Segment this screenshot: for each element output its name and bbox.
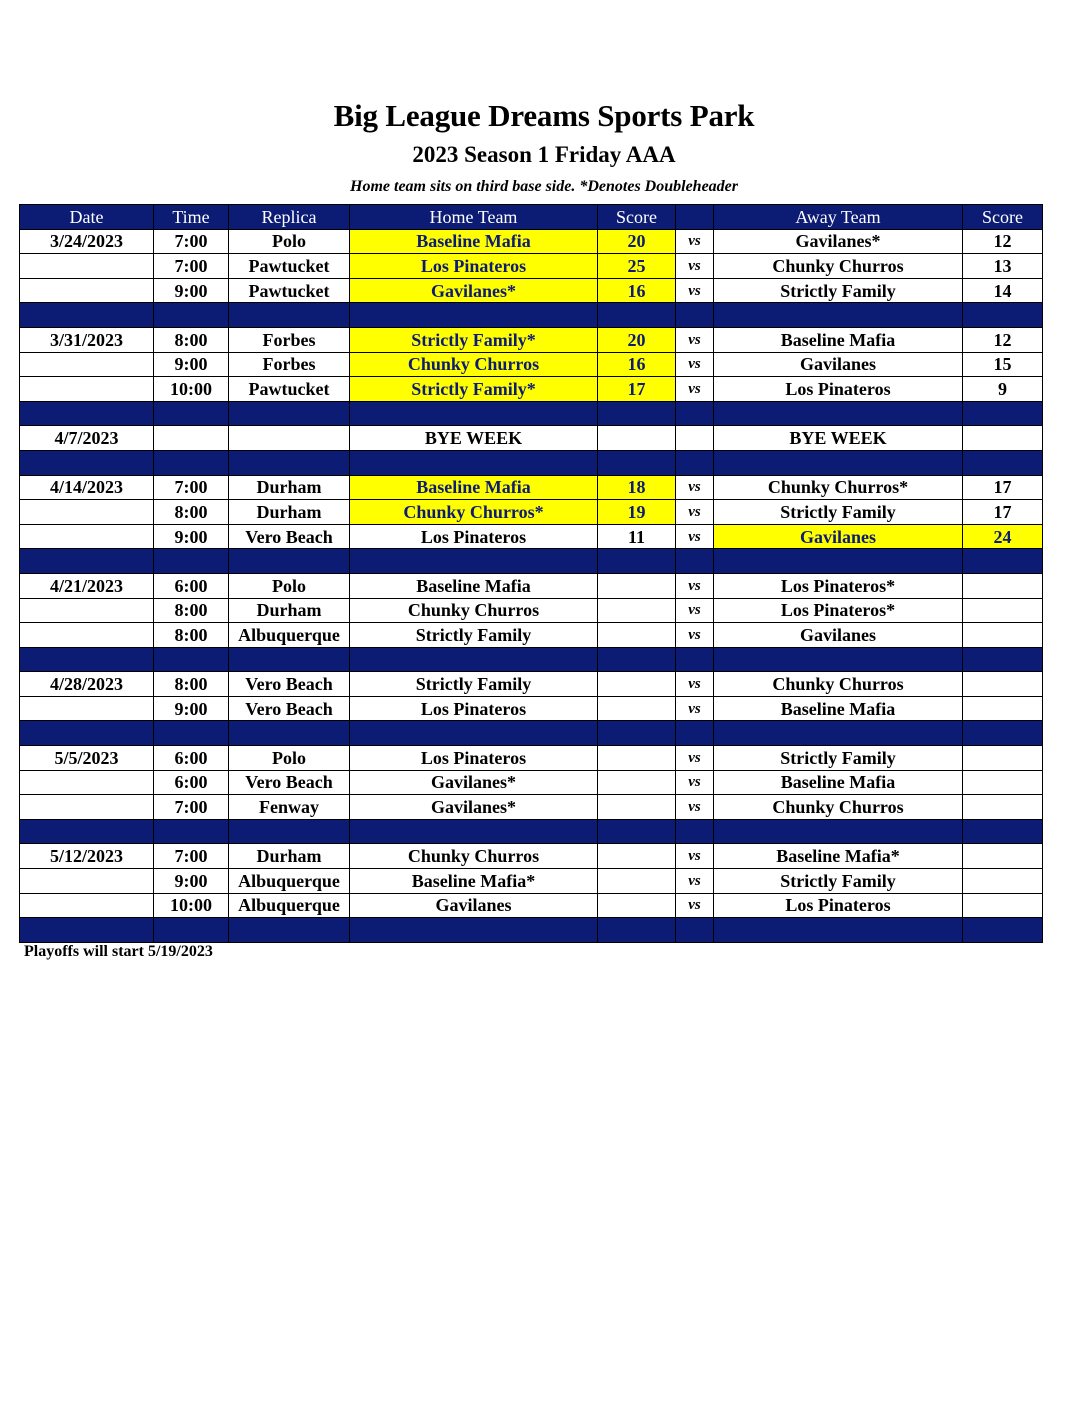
table-row — [20, 278, 1043, 303]
home-score-cell: 16 — [598, 352, 676, 377]
replica-cell: Forbes — [229, 352, 350, 377]
separator-cell — [714, 918, 963, 943]
table-row — [20, 327, 1043, 352]
separator-cell — [598, 819, 676, 844]
replica-cell: Pawtucket — [229, 377, 350, 402]
replica-cell: Pawtucket — [229, 254, 350, 279]
home-team-cell: Chunky Churros — [350, 598, 598, 623]
separator-cell — [154, 450, 229, 475]
separator-cell — [963, 721, 1043, 746]
vs-cell: vs — [676, 623, 714, 648]
vs-cell: vs — [676, 844, 714, 869]
home-score-cell — [598, 770, 676, 795]
away-score-cell — [963, 770, 1043, 795]
separator-cell — [350, 721, 598, 746]
date-cell — [20, 598, 154, 623]
vs-cell: vs — [676, 795, 714, 820]
home-score-cell: 18 — [598, 475, 676, 500]
table-row — [20, 426, 1043, 451]
separator-cell — [714, 450, 963, 475]
away-score-cell — [963, 893, 1043, 918]
time-cell: 9:00 — [154, 696, 229, 721]
away-score-cell: 17 — [963, 500, 1043, 525]
col-header-vs — [676, 205, 714, 230]
separator-cell — [676, 918, 714, 943]
table-row — [20, 844, 1043, 869]
away-score-cell: 9 — [963, 377, 1043, 402]
time-cell: 9:00 — [154, 278, 229, 303]
home-team-cell: Strictly Family — [350, 623, 598, 648]
away-team-cell: Baseline Mafia — [714, 770, 963, 795]
separator-cell — [350, 819, 598, 844]
away-team-cell: Baseline Mafia — [714, 696, 963, 721]
time-cell: 9:00 — [154, 352, 229, 377]
date-cell: 4/21/2023 — [20, 573, 154, 598]
separator-row — [20, 918, 1043, 943]
home-team-cell: Gavilanes* — [350, 770, 598, 795]
replica-cell: Polo — [229, 746, 350, 771]
date-cell: 4/28/2023 — [20, 672, 154, 697]
separator-cell — [20, 549, 154, 574]
home-score-cell — [598, 696, 676, 721]
vs-cell: vs — [676, 598, 714, 623]
separator-cell — [350, 303, 598, 328]
replica-cell: Forbes — [229, 327, 350, 352]
home-team-cell: Strictly Family* — [350, 377, 598, 402]
separator-cell — [714, 549, 963, 574]
home-score-cell: 17 — [598, 377, 676, 402]
playoffs-note: Playoffs will start 5/19/2023 — [24, 943, 213, 960]
separator-cell — [20, 450, 154, 475]
separator-cell — [154, 549, 229, 574]
separator-cell — [229, 450, 350, 475]
separator-cell — [676, 549, 714, 574]
home-score-cell: 11 — [598, 524, 676, 549]
separator-cell — [598, 549, 676, 574]
separator-cell — [20, 721, 154, 746]
table-row — [20, 672, 1043, 697]
date-cell: 4/14/2023 — [20, 475, 154, 500]
separator-cell — [20, 819, 154, 844]
table-row — [20, 869, 1043, 894]
replica-cell: Polo — [229, 573, 350, 598]
separator-cell — [963, 819, 1043, 844]
col-header-time: Time — [154, 205, 229, 230]
home-score-cell: 19 — [598, 500, 676, 525]
replica-cell: Albuquerque — [229, 623, 350, 648]
away-score-cell — [963, 623, 1043, 648]
replica-cell: Vero Beach — [229, 524, 350, 549]
col-header-home-score: Score — [598, 205, 676, 230]
separator-cell — [714, 401, 963, 426]
separator-cell — [598, 918, 676, 943]
vs-cell: vs — [676, 377, 714, 402]
time-cell: 7:00 — [154, 229, 229, 254]
table-row — [20, 770, 1043, 795]
away-team-cell: Strictly Family — [714, 500, 963, 525]
time-cell: 6:00 — [154, 746, 229, 771]
table-row — [20, 696, 1043, 721]
home-team-cell: Gavilanes* — [350, 278, 598, 303]
vs-cell: vs — [676, 770, 714, 795]
separator-cell — [20, 303, 154, 328]
date-cell: 5/12/2023 — [20, 844, 154, 869]
separator-cell — [963, 303, 1043, 328]
col-header-replica: Replica — [229, 205, 350, 230]
away-score-cell — [963, 672, 1043, 697]
separator-cell — [154, 303, 229, 328]
separator-cell — [714, 647, 963, 672]
separator-cell — [676, 303, 714, 328]
separator-row — [20, 647, 1043, 672]
date-cell: 5/5/2023 — [20, 746, 154, 771]
date-cell — [20, 278, 154, 303]
separator-cell — [154, 647, 229, 672]
separator-cell — [229, 647, 350, 672]
separator-cell — [598, 303, 676, 328]
replica-cell: Albuquerque — [229, 893, 350, 918]
away-score-cell: 15 — [963, 352, 1043, 377]
schedule-table — [19, 204, 1043, 943]
replica-cell: Pawtucket — [229, 278, 350, 303]
away-team-cell: Chunky Churros — [714, 795, 963, 820]
table-row — [20, 500, 1043, 525]
home-team-cell: Gavilanes* — [350, 795, 598, 820]
home-team-cell: Baseline Mafia — [350, 475, 598, 500]
home-team-cell: Los Pinateros — [350, 524, 598, 549]
away-team-cell: Baseline Mafia — [714, 327, 963, 352]
separator-cell — [676, 401, 714, 426]
home-score-cell — [598, 573, 676, 598]
date-cell — [20, 893, 154, 918]
separator-cell — [20, 647, 154, 672]
home-score-cell — [598, 598, 676, 623]
home-score-cell: 20 — [598, 229, 676, 254]
date-cell — [20, 869, 154, 894]
vs-cell: vs — [676, 869, 714, 894]
home-team-cell: Gavilanes — [350, 893, 598, 918]
away-score-cell — [963, 844, 1043, 869]
separator-cell — [154, 819, 229, 844]
date-cell — [20, 377, 154, 402]
separator-cell — [350, 918, 598, 943]
col-header-away-team: Away Team — [714, 205, 963, 230]
away-score-cell: 13 — [963, 254, 1043, 279]
away-score-cell — [963, 426, 1043, 451]
separator-cell — [963, 450, 1043, 475]
time-cell: 7:00 — [154, 795, 229, 820]
separator-row — [20, 303, 1043, 328]
replica-cell — [229, 426, 350, 451]
date-cell — [20, 500, 154, 525]
time-cell: 8:00 — [154, 623, 229, 648]
date-cell — [20, 524, 154, 549]
home-team-cell: Chunky Churros — [350, 352, 598, 377]
time-cell: 10:00 — [154, 893, 229, 918]
separator-cell — [598, 450, 676, 475]
vs-cell: vs — [676, 573, 714, 598]
separator-cell — [229, 303, 350, 328]
vs-cell: vs — [676, 278, 714, 303]
vs-cell: vs — [676, 352, 714, 377]
time-cell: 10:00 — [154, 377, 229, 402]
home-team-cell: Baseline Mafia* — [350, 869, 598, 894]
page-subtitle: 2023 Season 1 Friday AAA — [412, 142, 676, 167]
vs-cell: vs — [676, 229, 714, 254]
home-score-cell: 25 — [598, 254, 676, 279]
separator-row — [20, 721, 1043, 746]
table-row — [20, 746, 1043, 771]
away-team-cell: Los Pinateros* — [714, 598, 963, 623]
away-team-cell: Los Pinateros — [714, 893, 963, 918]
separator-cell — [229, 819, 350, 844]
table-row — [20, 352, 1043, 377]
separator-cell — [598, 401, 676, 426]
separator-cell — [714, 303, 963, 328]
replica-cell: Fenway — [229, 795, 350, 820]
separator-cell — [20, 918, 154, 943]
separator-cell — [229, 401, 350, 426]
col-header-home-team: Home Team — [350, 205, 598, 230]
away-team-cell: Gavilanes — [714, 623, 963, 648]
vs-cell: vs — [676, 327, 714, 352]
table-row — [20, 598, 1043, 623]
separator-cell — [963, 647, 1043, 672]
time-cell: 8:00 — [154, 327, 229, 352]
replica-cell: Durham — [229, 500, 350, 525]
separator-cell — [714, 819, 963, 844]
vs-cell: vs — [676, 254, 714, 279]
away-team-cell: Strictly Family — [714, 746, 963, 771]
home-score-cell — [598, 672, 676, 697]
time-cell: 6:00 — [154, 770, 229, 795]
time-cell: 8:00 — [154, 500, 229, 525]
home-score-cell: 20 — [598, 327, 676, 352]
col-header-date: Date — [20, 205, 154, 230]
time-cell: 8:00 — [154, 672, 229, 697]
home-team-cell: Baseline Mafia — [350, 229, 598, 254]
time-cell: 9:00 — [154, 869, 229, 894]
table-row — [20, 475, 1043, 500]
replica-cell: Vero Beach — [229, 696, 350, 721]
col-header-away-score: Score — [963, 205, 1043, 230]
away-team-cell: Strictly Family — [714, 869, 963, 894]
away-team-cell: Los Pinateros* — [714, 573, 963, 598]
separator-cell — [154, 721, 229, 746]
away-team-cell: Chunky Churros — [714, 254, 963, 279]
separator-cell — [350, 450, 598, 475]
separator-cell — [714, 721, 963, 746]
separator-cell — [963, 549, 1043, 574]
separator-cell — [963, 918, 1043, 943]
home-team-cell: Chunky Churros* — [350, 500, 598, 525]
away-team-cell: Strictly Family — [714, 278, 963, 303]
away-score-cell — [963, 795, 1043, 820]
date-cell — [20, 254, 154, 279]
separator-cell — [229, 918, 350, 943]
home-team-cell: Strictly Family* — [350, 327, 598, 352]
separator-cell — [676, 647, 714, 672]
table-row — [20, 524, 1043, 549]
home-score-cell — [598, 844, 676, 869]
separator-cell — [676, 450, 714, 475]
replica-cell: Durham — [229, 598, 350, 623]
home-score-cell — [598, 795, 676, 820]
away-team-cell: Chunky Churros* — [714, 475, 963, 500]
time-cell: 6:00 — [154, 573, 229, 598]
vs-cell: vs — [676, 893, 714, 918]
date-cell — [20, 352, 154, 377]
vs-cell — [676, 426, 714, 451]
schedule-note: Home team sits on third base side. *Denotes Doubleheader — [350, 178, 738, 195]
separator-row — [20, 819, 1043, 844]
separator-cell — [676, 819, 714, 844]
replica-cell: Vero Beach — [229, 770, 350, 795]
replica-cell: Vero Beach — [229, 672, 350, 697]
separator-cell — [598, 721, 676, 746]
away-score-cell: 14 — [963, 278, 1043, 303]
away-team-cell: Gavilanes — [714, 524, 963, 549]
away-team-cell: Baseline Mafia* — [714, 844, 963, 869]
home-team-cell: Chunky Churros — [350, 844, 598, 869]
separator-row — [20, 549, 1043, 574]
separator-cell — [963, 401, 1043, 426]
home-score-cell — [598, 623, 676, 648]
vs-cell: vs — [676, 672, 714, 697]
away-team-cell: Chunky Churros — [714, 672, 963, 697]
separator-cell — [20, 401, 154, 426]
date-cell: 3/31/2023 — [20, 327, 154, 352]
away-score-cell — [963, 573, 1043, 598]
separator-row — [20, 401, 1043, 426]
away-score-cell: 24 — [963, 524, 1043, 549]
time-cell: 7:00 — [154, 844, 229, 869]
separator-cell — [350, 647, 598, 672]
away-score-cell: 17 — [963, 475, 1043, 500]
replica-cell: Durham — [229, 475, 350, 500]
home-team-cell: Strictly Family — [350, 672, 598, 697]
separator-row — [20, 450, 1043, 475]
table-row — [20, 229, 1043, 254]
page-title: Big League Dreams Sports Park — [333, 98, 755, 133]
home-team-cell: Los Pinateros — [350, 696, 598, 721]
replica-cell: Albuquerque — [229, 869, 350, 894]
table-row — [20, 573, 1043, 598]
home-score-cell: 16 — [598, 278, 676, 303]
home-score-cell — [598, 869, 676, 894]
home-team-cell: BYE WEEK — [350, 426, 598, 451]
away-score-cell — [963, 869, 1043, 894]
table-row — [20, 893, 1043, 918]
separator-cell — [154, 401, 229, 426]
away-score-cell — [963, 746, 1043, 771]
vs-cell: vs — [676, 696, 714, 721]
vs-cell: vs — [676, 475, 714, 500]
replica-cell: Durham — [229, 844, 350, 869]
vs-cell: vs — [676, 746, 714, 771]
date-cell — [20, 696, 154, 721]
date-cell: 3/24/2023 — [20, 229, 154, 254]
separator-cell — [350, 401, 598, 426]
table-row — [20, 377, 1043, 402]
time-cell: 9:00 — [154, 524, 229, 549]
date-cell — [20, 623, 154, 648]
date-cell — [20, 770, 154, 795]
away-team-cell: Gavilanes* — [714, 229, 963, 254]
table-row — [20, 254, 1043, 279]
table-row — [20, 795, 1043, 820]
time-cell — [154, 426, 229, 451]
separator-cell — [676, 721, 714, 746]
home-team-cell: Baseline Mafia — [350, 573, 598, 598]
separator-cell — [229, 549, 350, 574]
separator-cell — [350, 549, 598, 574]
away-team-cell: Gavilanes — [714, 352, 963, 377]
schedule-body — [20, 229, 1043, 942]
home-score-cell — [598, 426, 676, 451]
time-cell: 7:00 — [154, 254, 229, 279]
vs-cell: vs — [676, 500, 714, 525]
date-cell — [20, 795, 154, 820]
home-score-cell — [598, 893, 676, 918]
separator-cell — [598, 647, 676, 672]
home-team-cell: Los Pinateros — [350, 254, 598, 279]
vs-cell: vs — [676, 524, 714, 549]
time-cell: 7:00 — [154, 475, 229, 500]
separator-cell — [229, 721, 350, 746]
separator-cell — [154, 918, 229, 943]
table-row — [20, 623, 1043, 648]
away-score-cell — [963, 696, 1043, 721]
away-score-cell: 12 — [963, 229, 1043, 254]
home-team-cell: Los Pinateros — [350, 746, 598, 771]
date-cell: 4/7/2023 — [20, 426, 154, 451]
away-score-cell — [963, 598, 1043, 623]
home-score-cell — [598, 746, 676, 771]
away-team-cell: Los Pinateros — [714, 377, 963, 402]
away-team-cell: BYE WEEK — [714, 426, 963, 451]
away-score-cell: 12 — [963, 327, 1043, 352]
replica-cell: Polo — [229, 229, 350, 254]
time-cell: 8:00 — [154, 598, 229, 623]
header-row — [20, 205, 1043, 230]
